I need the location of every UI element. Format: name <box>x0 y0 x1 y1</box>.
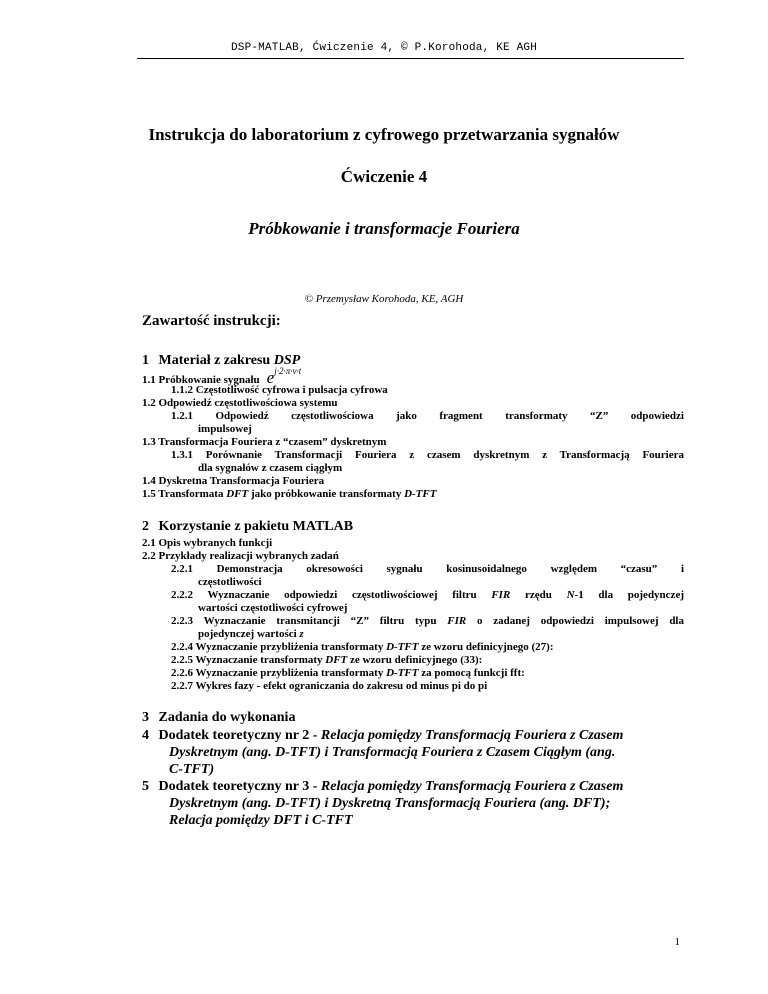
complex-exponential-formula: $e^{j\cdot 2\cdot\pi\cdot\nu\cdot t}$ <box>266 366 302 387</box>
toc-section-1[interactable]: 1 Materiał z zakresu DSP <box>142 353 301 368</box>
toc-section-3[interactable]: 3 Zadania do wykonania <box>142 710 296 725</box>
toc-item-1-3[interactable]: 1.3 Transformacja Fouriera z “czasem” dyskretnym <box>142 436 387 448</box>
toc-item-1-1[interactable]: 1.1 Próbkowanie sygnału $e^{j\cdot 2\cdot\pi\cdot\nu\cdot t}$ <box>142 366 302 387</box>
exercise-topic: Próbkowanie i transformacje Fouriera <box>248 219 520 238</box>
toc-item-1-2-1-cont: impulsowej <box>198 423 252 435</box>
contents-heading: Zawartość instrukcji: <box>142 313 281 329</box>
toc-item-1-3-1[interactable]: 1.3.1 Porównanie Transformacji Fouriera z czasem dyskretnym z Transformacją Fouriera <box>171 449 684 461</box>
toc-item-1-5[interactable]: 1.5 Transformata DFT jako próbkowanie transformaty D-TFT <box>142 488 437 500</box>
toc-item-1-2-1[interactable]: 1.2.1 Odpowiedź częstotliwościowa jako fragment transformaty “Z” odpowiedzi <box>171 410 684 422</box>
toc-item-2-2-4[interactable]: 2.2.4 Wyznaczanie przybliżenia transformaty D-TFT ze wzoru definicyjnego (27): <box>171 641 554 653</box>
toc-item-1-4[interactable]: 1.4 Dyskretna Transformacja Fouriera <box>142 475 325 487</box>
toc-item-2-2-5[interactable]: 2.2.5 Wyznaczanie transformaty DFT ze wzoru definicyjnego (33): <box>171 654 483 666</box>
exercise-number: Ćwiczenie 4 <box>340 167 428 186</box>
toc-item-1-2[interactable]: 1.2 Odpowiedź częstotliwościowa systemu <box>142 397 338 409</box>
toc-item-2-2[interactable]: 2.2 Przykłady realizacji wybranych zadań <box>142 550 339 562</box>
toc-item-2-1[interactable]: 2.1 Opis wybranych funkcji <box>142 537 273 549</box>
header-rule <box>137 58 684 59</box>
toc-item-2-2-3-cont: pojedynczej wartości z <box>198 628 304 640</box>
toc-item-2-2-6[interactable]: 2.2.6 Wyznaczanie przybliżenia transformaty D-TFT za pomocą funkcji fft: <box>171 667 525 679</box>
toc-item-2-2-2-cont: wartości częstotliwości cyfrowej <box>198 602 348 614</box>
toc-item-1-3-1-cont: dla sygnałów z czasem ciągłym <box>198 462 343 474</box>
toc-item-2-2-1-cont: częstotliwości <box>198 576 262 588</box>
page-number: 1 <box>674 936 680 948</box>
running-header: DSP-MATLAB, Ćwiczenie 4, © P.Korohoda, KE AGH <box>230 42 538 54</box>
copyright-notice: © Przemysław Korohoda, KE, AGH <box>304 293 464 305</box>
toc-section-4[interactable]: 4 Dodatek teoretyczny nr 2 - Relacja pomiędzy Transformacją Fouriera z Czasem Dyskretnym (ang. D-TFT) i Transformacją Fouriera z Czasem Ciągłym (ang. C-TFT) <box>142 728 624 777</box>
toc-item-2-2-1[interactable]: 2.2.1 Demonstracja okresowości sygnału kosinusoidalnego względem “czasu” i <box>171 563 684 575</box>
document-title: Instrukcja do laboratorium z cyfrowego przetwarzania sygnałów <box>148 125 620 144</box>
toc-item-2-2-3[interactable]: 2.2.3 Wyznaczanie transmitancji “Z” filtru typu FIR o zadanej odpowiedzi impulsowej dla <box>171 615 684 627</box>
toc-section-2[interactable]: 2 Korzystanie z pakietu MATLAB <box>142 519 354 534</box>
toc-item-2-2-7[interactable]: 2.2.7 Wykres fazy - efekt ograniczania do zakresu od minus pi do pi <box>171 680 488 692</box>
toc-item-2-2-2[interactable]: 2.2.2 Wyznaczanie odpowiedzi częstotliwościowej filtru FIR rzędu N-1 dla pojedynczej <box>171 589 684 601</box>
toc-item-1-1-2[interactable]: 1.1.2 Częstotliwość cyfrowa i pulsacja cyfrowa <box>171 384 388 396</box>
toc-section-5[interactable]: 5 Dodatek teoretyczny nr 3 - Relacja pomiędzy Transformacją Fouriera z Czasem Dyskretnym (ang. D-TFT) i Dyskretną Transformacją Fouriera (ang. DFT); Relacja pomiędzy DFT i C-TFT <box>142 779 624 828</box>
